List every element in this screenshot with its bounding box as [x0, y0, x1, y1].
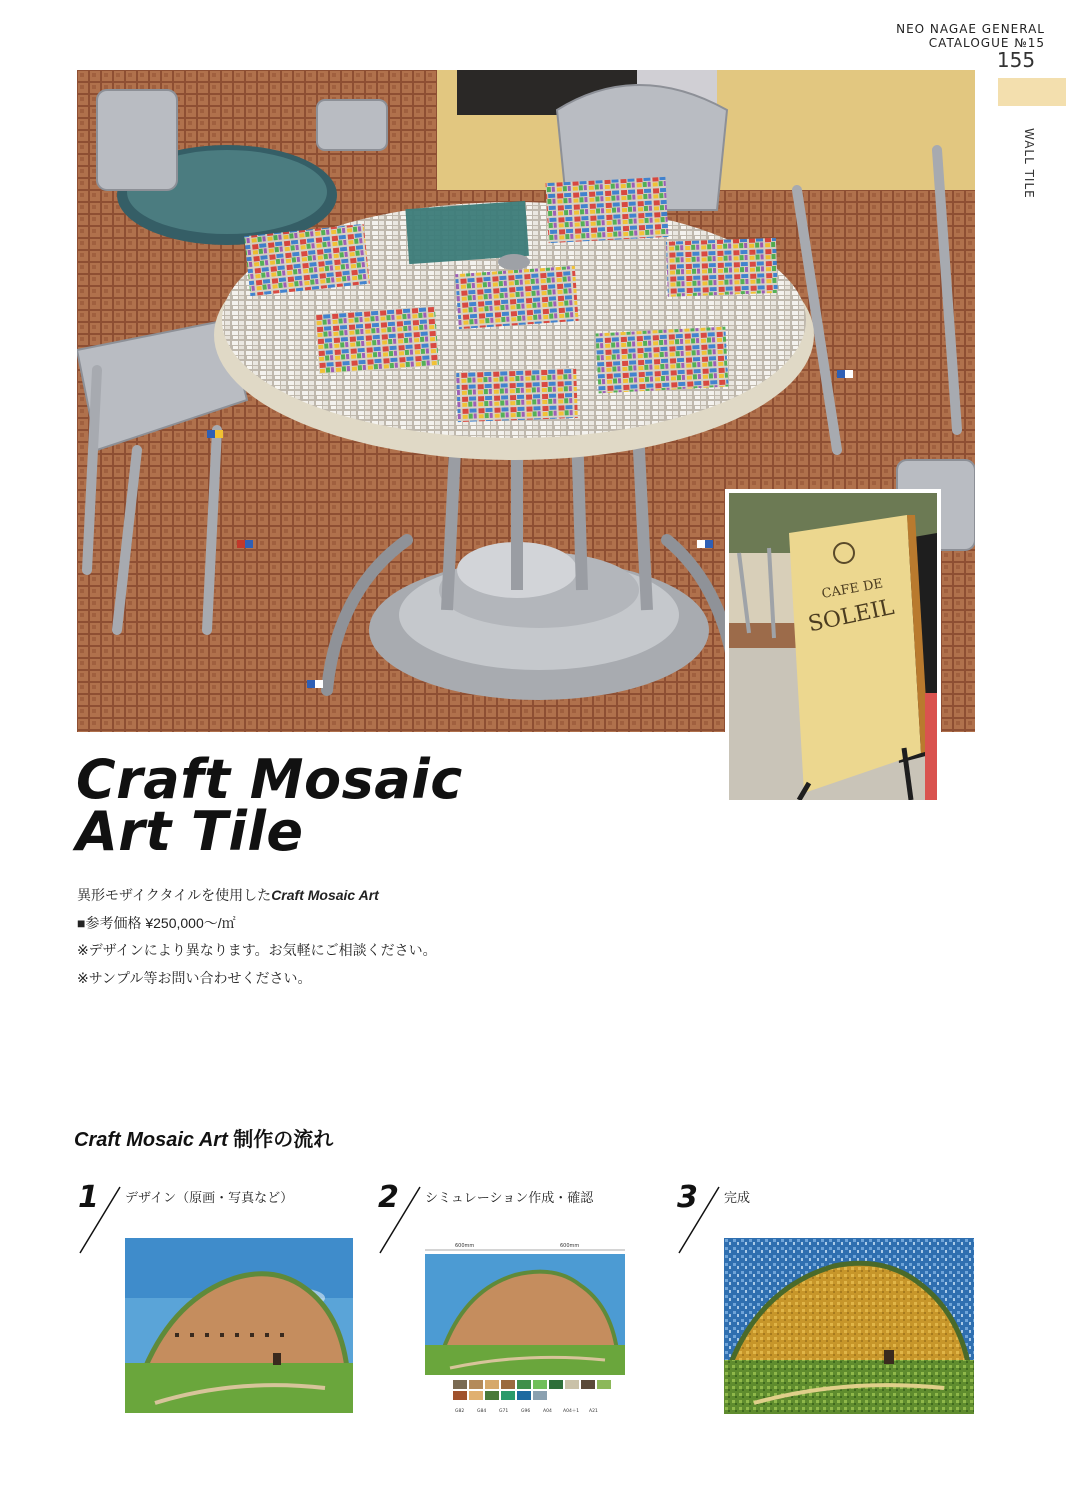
swatch-code: A04 — [543, 1409, 552, 1414]
step-3-label: 完成 — [724, 1190, 751, 1205]
step-2-label: シミュレーション作成・確認 — [425, 1190, 594, 1205]
swatch-code: G84 — [477, 1409, 487, 1414]
step-1-slash — [75, 1185, 125, 1255]
swatch-code: G71 — [499, 1409, 509, 1414]
swatch-code: G96 — [521, 1409, 531, 1414]
step-2-image-simulation — [425, 1240, 625, 1420]
step-1-number: 1 — [78, 1180, 99, 1215]
section-tab-marker — [998, 78, 1066, 106]
swatch-code: G82 — [455, 1409, 465, 1414]
step-1-image-design-photo — [125, 1238, 353, 1413]
inset-sign-line2: SOLEIL — [806, 594, 897, 638]
product-title-line1: Craft Mosaic — [76, 748, 463, 811]
dimension-left: 600mm — [455, 1243, 475, 1249]
step-1-label: デザイン（原画・写真など） — [125, 1190, 294, 1205]
production-flow-heading — [74, 1123, 333, 1152]
step-2-number: 2 — [378, 1180, 399, 1215]
step-3-image-finished-mosaic — [724, 1238, 974, 1414]
description-line1-en: Craft Mosaic Art — [271, 887, 379, 903]
page-number: 155 — [996, 48, 1036, 72]
description-line1 — [77, 882, 437, 910]
section-label: WALL TILE — [1022, 128, 1036, 199]
catalogue-title: NEO NAGAE GENERAL CATALOGUE №15 — [896, 22, 1045, 50]
step-3-number: 3 — [677, 1180, 698, 1215]
note-sample: ※サンプル等お問い合わせください。 — [77, 969, 312, 986]
swatch-code: A21 — [589, 1409, 598, 1414]
inset-photo-cafe-sign — [729, 493, 937, 800]
inset-sign-line1: CAFE DE — [820, 576, 885, 602]
description-line1-jp: 異形モザイクタイルを使用した — [77, 887, 272, 903]
flow-heading-jp: 制作の流れ — [227, 1129, 334, 1151]
product-description — [77, 882, 437, 992]
product-title — [76, 748, 463, 863]
step-2-slash — [375, 1185, 425, 1255]
step-3-slash — [674, 1185, 724, 1255]
swatch-code: A04＋1 — [563, 1409, 580, 1414]
product-title-line2: Art Tile — [76, 800, 304, 863]
flow-heading-en: Craft Mosaic Art — [74, 1129, 228, 1151]
dimension-right: 600mm — [560, 1243, 580, 1249]
note-design: ※デザインにより異なります。お気軽にご相談ください。 — [77, 942, 437, 958]
reference-price: ■参考価格 ¥250,000～/㎡ — [77, 914, 236, 931]
